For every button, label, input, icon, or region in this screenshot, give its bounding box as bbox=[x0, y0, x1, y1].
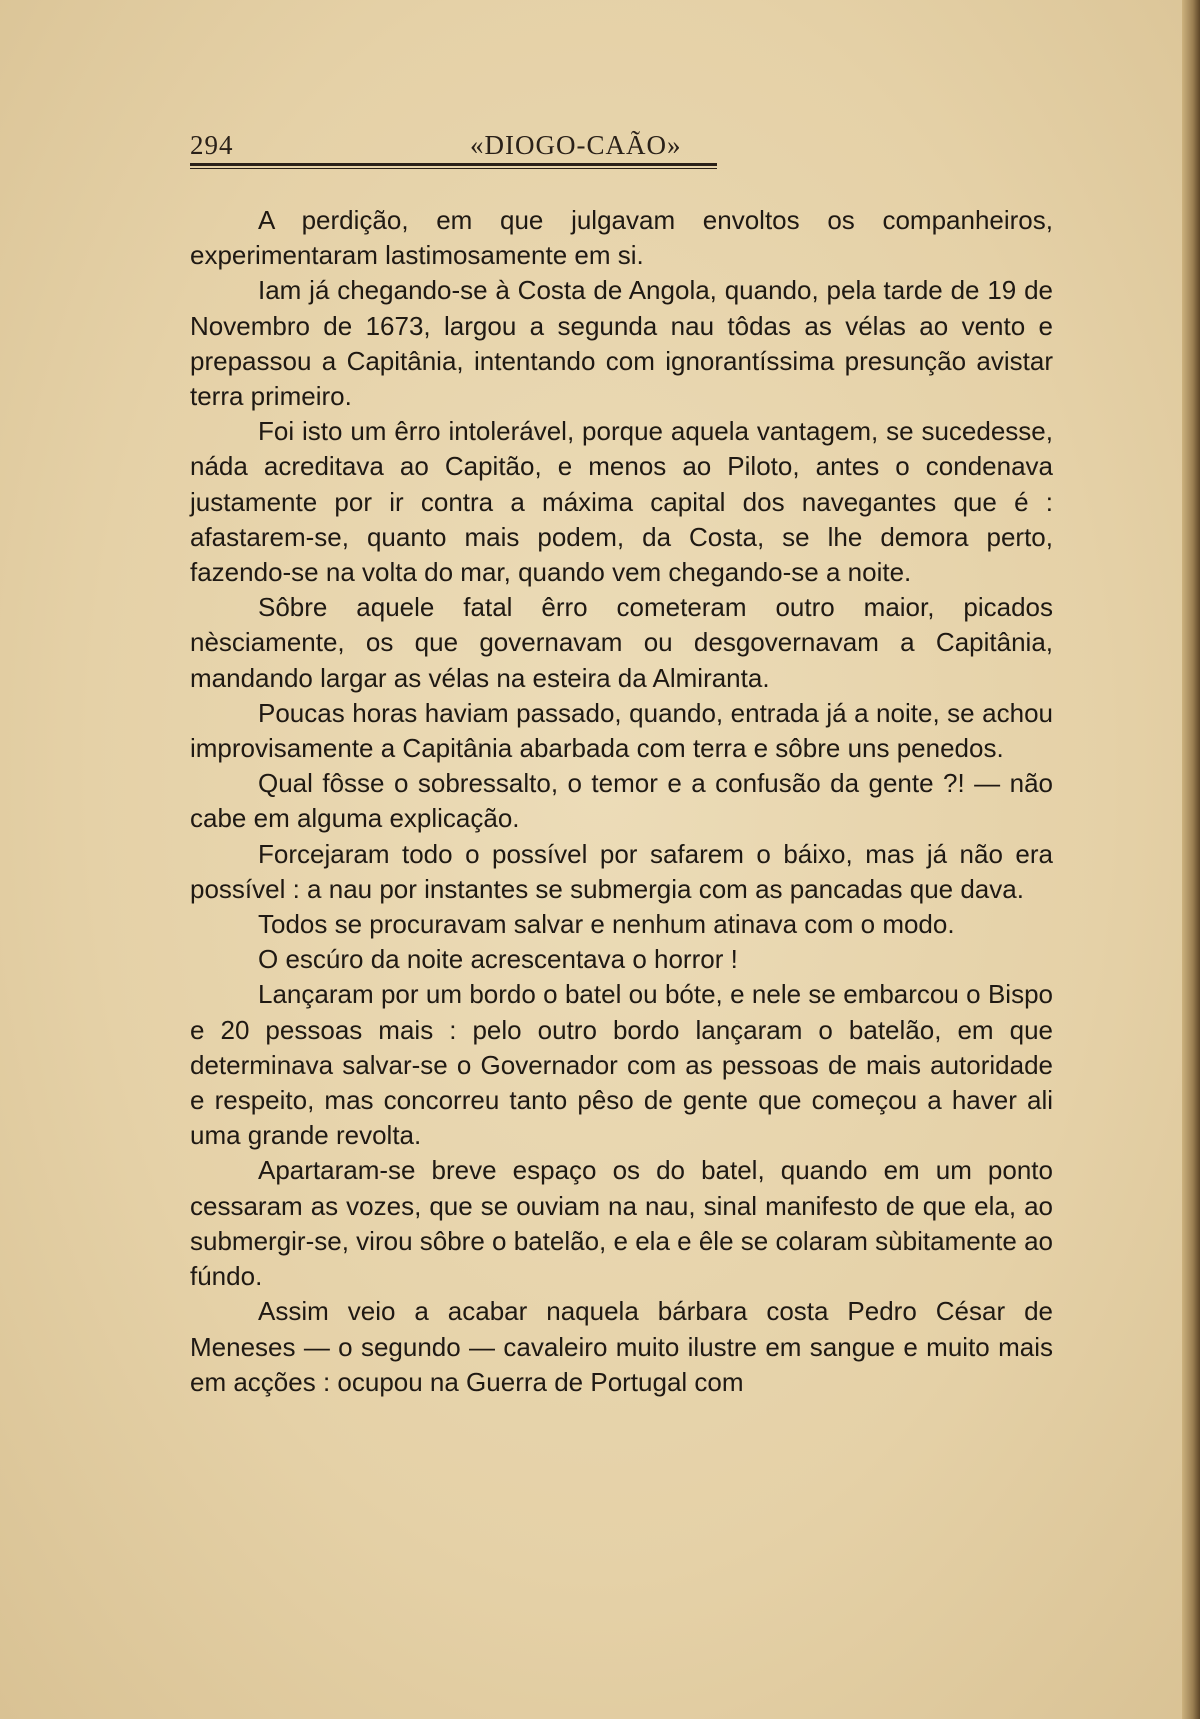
paragraph: Assim veio a acabar naquela bárbara costa Pedro César de Meneses — o segundo — cavaleiro muito ilustre em sangue e muito mais em acções : ocupou na Guerra de Portugal com bbox=[190, 1296, 1053, 1397]
paragraph: Sôbre aquele fatal êrro cometeram outro maior, picados nèsciamente, os que governavam ou desgovernavam a Capitânia, mandando largar as vélas na esteira da Almiranta. bbox=[190, 592, 1053, 693]
paragraph: Poucas horas haviam passado, quando, entrada já a noite, se achou improvisamente a Capitânia abarbada com terra e sôbre uns penedos. bbox=[190, 697, 1053, 764]
page-number: 294 bbox=[190, 130, 234, 160]
header-rule-thin bbox=[190, 168, 717, 169]
page-header bbox=[190, 126, 720, 166]
paragraph: Lançaram por um bordo o batel ou bóte, e nele se embarcou o Bispo e 20 pessoas mais : pelo outro bordo lançaram o batelão, em que determinava salvar-se o Governador com as pessoas de mais autoridade e respeito, mas concorreu tanto pêso de gente que começou a haver ali uma grande revolta. bbox=[190, 979, 1053, 1151]
paragraph: Todos se procuravam salvar e nenhum atinava com o modo. bbox=[258, 909, 955, 940]
paragraph: Apartaram-se breve espaço os do batel, quando em um ponto cessaram as vozes, que se ouviam na nau, sinal manifesto de que ela, ao submergir-se, virou sôbre o batelão, e ela e êle se colaram sùbitamente ao fúndo. bbox=[190, 1155, 1053, 1292]
running-title: «DIOGO-CAÃO» bbox=[470, 130, 682, 160]
paragraph: Foi isto um êrro intolerável, porque aquela vantagem, se sucedesse, náda acreditava ao Capitão, e menos ao Piloto, antes o condenava justamente por ir contra a máxima capital dos navegantes que é : afastarem-se, quanto mais podem, da Costa, se lhe demora perto, fazendo-se na volta do mar, quando vem chegando-se a noite. bbox=[190, 416, 1053, 588]
body-text bbox=[190, 203, 1053, 1400]
page-edge bbox=[1182, 0, 1200, 1719]
paragraph: Forcejaram todo o possível por safarem o báixo, mas já não era possível : a nau por instantes se submergia com as pancadas que dava. bbox=[190, 838, 1053, 904]
paragraph: O escúro da noite acrescentava o horror ! bbox=[258, 944, 738, 975]
paragraph: Qual fôsse o sobressalto, o temor e a confusão da gente ?! — não cabe em alguma explicação. bbox=[190, 768, 1053, 834]
paragraph: Iam já chegando-se à Costa de Angola, quando, pela tarde de 19 de Novembro de 1673, largou a segunda nau tôdas as vélas ao vento e prepassou a Capitânia, intentando com ignorantíssima presunção avistar terra primeiro. bbox=[190, 275, 1053, 412]
header-rule bbox=[190, 163, 717, 166]
paragraph: A perdição, em que julgavam envoltos os companheiros, experimentaram lastimosamente em si. bbox=[190, 205, 1053, 271]
